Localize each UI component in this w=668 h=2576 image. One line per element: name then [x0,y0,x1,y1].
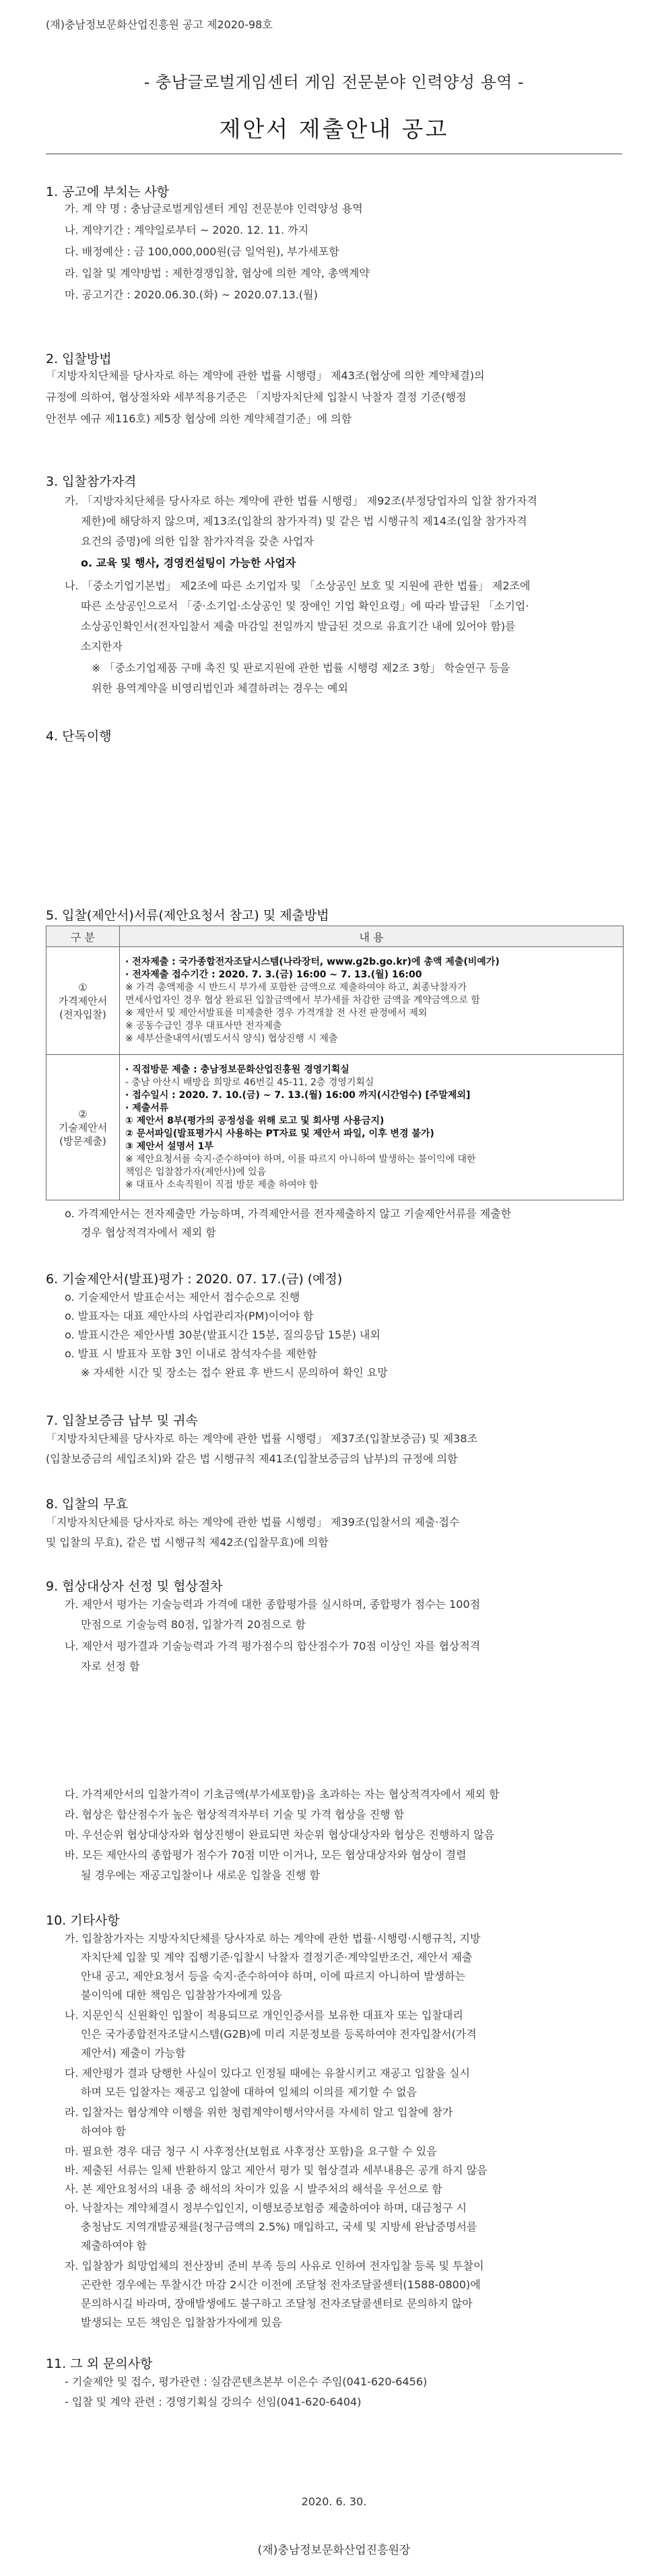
s9-line: 다. 가격제안서의 입찰가격이 기초금액(부가세포함)을 초과하는 자는 협상적격자에서 제외 함 [65,1788,500,1801]
s9-line: 마. 우선순위 협상대상자와 협상진행이 완료되면 차순위 협상대상자와 협상은 진행하지 않음 [65,1828,495,1841]
s9-line: 바. 모든 제안사의 종합평가 점수가 70점 미만 이거나, 모든 협상대상자와 협상이 결렬 [65,1848,467,1861]
s9-line: 라. 협상은 합산점수가 높은 협상적격자부터 기술 및 가격 협상을 진행 함 [65,1808,405,1821]
section-9-heading: 9. 협상대상자 선정 및 협상절차 [46,1579,223,1594]
row-title: 기술제안서 [58,1121,108,1134]
s1-item: 마. 공고기간 : 2020.06.30.(화) ~ 2020.07.13.(월) [65,288,318,301]
issuing-organization: (재)충남정보문화산업진흥원장 [257,2544,411,2557]
row-label-tech [46,1055,120,1200]
s1-item: 나. 계약기간 : 계약일로부터 ~ 2020. 12. 11. 까지 [65,224,309,236]
content-line: 면세사업자인 경우 협상 완료된 입찰금액에서 부가세를 차감한 금액을 계약금액으로 함 [125,995,480,1006]
s10-line: 바. 제출된 서류는 일체 반환하지 않고 제안서 평가 및 협상결과 세부내용은 공개 하지 않음 [65,2164,488,2177]
section-3-heading: 3. 입찰참가자격 [46,474,137,489]
s10-line: 불이익에 대한 책임은 입찰참가자에게 있음 [81,1989,282,2001]
row-number: ② [78,1107,88,1120]
s6-line: o. 발표자는 대표 제안사의 사업관리자(PM)이어야 함 [65,1310,314,1322]
s2-line: 「지방자치단체를 당사자로 하는 계약에 관한 법률 시행령」 제43조(협상에 의한 계약체결)의 [46,369,485,382]
content-line: ※ 대표사 소속직원이 직접 방문 제출 하여야 함 [125,1179,319,1190]
content-line: ※ 제안요청서를 숙지·준수하여야 하며, 이를 따르지 아니하여 발생하는 불이익에 대한 [125,1153,476,1165]
s10-line: 충청남도 지역개발공채를(청구금액의 2.5%) 매입하고, 국세 및 지방세 완납증명서를 [81,2220,477,2233]
s10-line: 곤란한 경우에는 투찰시간 마감 2시간 이전에 조달청 전자조달콜센터(1588-0800)에 [81,2278,481,2291]
s10-line: 안내 공고, 제안요청서 등을 숙지·준수하여야 하며, 이에 따르지 아니하여 발생하는 [81,1970,466,1983]
content-line: ① 제안서 8부(평가의 공정성을 위해 로고 및 회사명 사용금지) [125,1115,385,1126]
notice-date: 2020. 6. 30. [301,2495,367,2508]
s10-line: 발생되는 모든 책임은 입찰참가자에게 있음 [81,2316,282,2329]
s11-line: - 입찰 및 계약 관련 : 경영기획실 강의수 선임(041-620-6404) [65,2395,362,2408]
s6-line: ※ 자세한 시간 및 장소는 접수 완료 후 반드시 문의하여 확인 요망 [81,1366,388,1379]
content-line: ② 문서파일(발표평가시 사용하는 PT자료 및 제안서 파일, 이후 변경 불가) [125,1128,434,1139]
s9-line: 만점으로 기술능력 80점, 입찰가격 20점으로 함 [81,1618,306,1631]
s9-line: 나. 제안서 평가결과 기술능력과 가격 평가점수의 합산점수가 70점 이상인 자를 협상적격 [65,1640,481,1652]
s10-line: 다. 제안평가 결과 당행한 사실이 있다고 인정될 때에는 유찰시키고 재공고 입찰을 실시 [65,2067,470,2080]
s1-item: 라. 입찰 및 계약방법 : 제한경쟁입찰, 협상에 의한 계약, 총액계약 [65,267,370,280]
section-4-heading: 4. 단독이행 [46,729,112,744]
s8-line: 및 입찰의 무효), 같은 법 시행규칙 제42조(입찰무효)에 의함 [46,1536,329,1549]
section-8-heading: 8. 입찰의 무효 [46,1497,128,1512]
table-header-category: 구 분 [46,926,120,947]
s3-line: 위한 용역계약을 비영리법인과 체결하려는 경우는 예외 [92,682,348,695]
s8-line: 「지방자치단체를 당사자로 하는 계약에 관한 법률 시행령」 제39조(입찰서의 제출·접수 [46,1516,460,1528]
s10-line: 가. 입찰참가자는 지방자치단체를 당사자로 하는 계약에 관한 법률·시행령·시행규칙, 지방 [65,1932,481,1945]
content-line: · 전자제출 : 국가종합전자조달시스템(나라장터, www.g2b.go.kr)에 총액 제출(비예가) [125,957,500,967]
s1-item: 다. 배정예산 : 금 100,000,000원(금 일억원), 부가세포함 [65,245,339,258]
row-subtitle: (전자입찰) [59,1008,106,1021]
s10-line: 제출하여야 함 [81,2239,147,2252]
s10-line: 문의하시길 바라며, 장애발생에도 불구하고 조달청 전자조달콜센터로 문의하지 않아 [81,2297,473,2310]
section-11-heading: 11. 그 외 문의사항 [46,2356,153,2371]
table-row [46,947,624,1055]
s10-line: 하며 모든 입찰자는 재공고 입찰에 대하여 일체의 이의를 제기할 수 없음 [81,2086,418,2098]
s7-line: 「지방자치단체를 당사자로 하는 계약에 관한 법률 시행령」 제37조(입찰보증금) 및 제38조 [46,1432,478,1445]
content-line: - 충남 아산시 배방읍 희망로 46번길 45-11, 2층 경영기획실 [125,1076,374,1088]
s9-line: 가. 제안서 평가는 기술능력과 가격에 대한 종합평가를 실시하며, 종합평가 점수는 100점 [65,1598,481,1611]
section-7-heading: 7. 입찰보증금 납부 및 귀속 [46,1413,198,1428]
row-subtitle: (방문제출) [59,1134,106,1147]
s10-line: 하여야 함 [81,2125,126,2137]
s10-line: 자. 입찰참가 희망업체의 전산장비 준비 부족 등의 사유로 인하여 전자입찰 등록 및 투찰이 [65,2259,484,2272]
document-number: (재)충남정보문화산업진흥원 공고 제2020-98호 [46,18,273,31]
section-6-heading: 6. 기술제안서(발표)평가 : 2020. 07. 17.(금) (예정) [46,1272,343,1287]
s10-line: 마. 필요한 경우 대금 청구 시 사후정산(보험료 사후정산 포함)을 요구할 수 있음 [65,2145,437,2158]
s6-line: o. 발표시간은 제안사별 30분(발표시간 15분, 질의응답 15분) 내외 [65,1328,380,1341]
row-content-price [120,947,624,1055]
s10-line: 제안서) 제출이 가능함 [81,2047,186,2059]
s3-line: 소상공인확인서(전자입찰서 제출 마감일 전일까지 발급된 것으로 유효기간 내에 있어야 함)를 [81,620,516,633]
content-line: · 제출서류 [125,1102,169,1114]
content-line: ※ 세부산출내역서(별도서식 양식) 협상진행 시 제출 [125,1033,338,1044]
content-line: · 직접방문 제출 : 충남정보문화산업진흥원 경영기획실 [125,1064,349,1075]
s10-line: 라. 입찰자는 협상계약 이행을 위한 청렴계약이행서약서를 자세히 알고 입찰에 참가 [65,2106,453,2119]
content-line: 책임은 입찰참가자(제안사)에 있음 [125,1166,267,1178]
s10-line: 나. 지문인식 신원확인 입찰이 적용되므로 개인인증서를 보유한 대표자 또는 입찰대리 [65,2009,463,2022]
section-5-heading: 5. 입찰(제안서)서류(제안요청서 참고) 및 제출방법 [46,908,329,923]
s10-line: 사. 본 제안요청서의 내용 중 해석의 차이가 있을 시 발주처의 해석을 우선으로 함 [65,2183,442,2195]
s5-note: 경우 협상적격자에서 제외 함 [81,1226,216,1239]
content-line: · 전자제출 접수기간 : 2020. 7. 3.(금) 16:00 ~ 7. 13.(월) 16:00 [125,969,422,980]
s3-line: 소지한자 [81,640,123,653]
page-title: 제안서 제출안내 공고 [219,116,449,142]
s6-line: o. 발표 시 발표자 포함 3인 이내로 참석자수를 제한함 [65,1347,317,1360]
s3-line: ※ 「중소기업제품 구매 촉진 및 판로지원에 관한 법률 시행령 제2조 3항」 학술연구 등을 [92,662,510,674]
s10-line: 인은 국가종합전자조달시스템(G2B)에 미리 지문정보를 등록하여야 전자입찰서(가격 [81,2028,477,2040]
content-line: ※ 제안서 및 제안서발표를 미제출한 경우 가격개찰 전 사전 판정에서 제외 [125,1008,428,1019]
s3-line: 요건의 증명)에 의한 입찰 참가자격을 갖춘 사업자 [81,535,314,548]
s10-line: 자치단체 입찰 및 계약 집행기준·입찰시 낙찰자 결정기준·계약일반조건, 제안서 제출 [81,1951,473,1964]
s3-line: o. 교육 및 행사, 경영컨설팅이 가능한 사업자 [81,556,296,569]
s3-line: 제한)에 해당하지 않으며, 제13조(입찰의 참가자격) 및 같은 법 시행규칙 제14조(입찰 참가자격 [81,515,527,527]
row-content-tech [120,1055,624,1200]
s3-line: 나. 「중소기업기본법」 제2조에 따른 소기업자 및 「소상공인 보호 및 지원에 관한 법률」 제2조에 [65,579,531,592]
s9-line: 될 경우에는 재공고입찰이나 새로운 입찰을 진행 함 [81,1869,321,1881]
s3-line: 따른 소상공인으로서 「중·소기업·소상공인 및 장애인 기업 확인요령」에 따라 발급된 「소기업· [81,600,529,612]
s5-note: o. 가격제안서는 전자제출만 가능하며, 가격제안서를 전자제출하지 않고 기술제안서류를 제출한 [65,1207,512,1220]
content-line: · 접수일시 : 2020. 7. 10.(금) ~ 7. 13.(월) 16:00 까지(시간엄수) [주말제외] [125,1089,471,1101]
s7-line: (입찰보증금의 세입조치)와 같은 법 시행규칙 제41조(입찰보증금의 납부)의 규정에 의함 [46,1452,458,1465]
submission-table [46,926,624,1200]
s2-line: 규정에 의하여, 협상절차와 세부적용기준은 「지방자치단체 입찰시 낙찰자 결정 기준(행정 [46,391,467,404]
table-header-content: 내 용 [120,926,624,947]
table-row [46,1055,624,1200]
section-10-heading: 10. 기타사항 [46,1913,120,1928]
section-1-heading: 1. 공고에 부치는 사항 [46,185,170,199]
row-title: 가격제안서 [58,994,108,1007]
project-subtitle: - 충남글로벌게임센터 게임 전문분야 인력양성 용역 - [143,73,525,92]
s3-line: 가. 「지방자치단체를 당사자로 하는 계약에 관한 법률 시행령」 제92조(부정당업자의 입찰 참가자격 [65,494,537,507]
section-2-heading: 2. 입찰방법 [46,352,112,366]
content-line: ※ 공동수급인 경우 대표사만 전자제출 [125,1021,282,1031]
s10-line: 아. 낙찰자는 계약체결시 정부수입인지, 이행보증보험증 제출하여야 하며, 대금청구 시 [65,2201,467,2214]
s11-line: - 기술제안 및 접수, 평가관련 : 실감콘텐츠본부 이은수 주임(041-620-6456) [65,2375,428,2388]
s9-line: 자로 선정 함 [81,1660,140,1673]
content-line: ③ 제안서 설명서 1부 [125,1140,213,1152]
row-label-price [46,947,120,1055]
row-number: ① [78,981,88,994]
s1-item: 가. 계 약 명 : 충남글로벌게임센터 게임 전문분야 인력양성 용역 [65,202,363,215]
content-line: ※ 가격 총액제출 시 반드시 부가세 포함한 금액으로 제출하여야 하고, 최종낙찰자가 [125,982,467,993]
s2-line: 안전부 예규 제116호) 제5장 협상에 의한 계약체결기준」에 의함 [46,412,352,425]
s6-line: o. 기술제안서 발표순서는 제안서 접수순으로 진행 [65,1291,300,1303]
